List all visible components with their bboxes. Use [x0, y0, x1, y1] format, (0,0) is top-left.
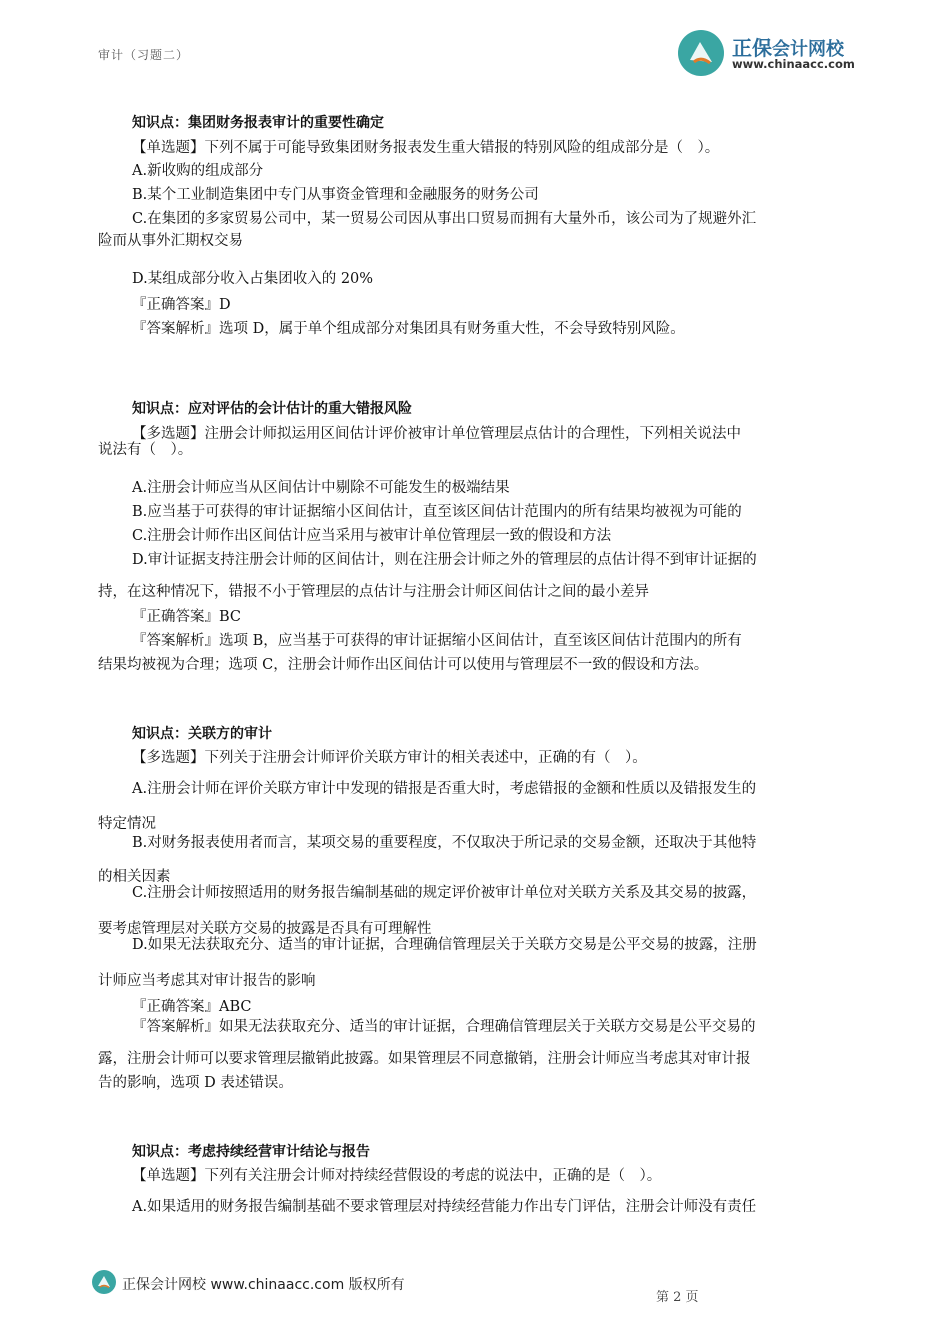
brand-logo[interactable]: [678, 30, 878, 76]
option-b-line2: 的相关因素: [98, 869, 171, 885]
option-b-line1: B.对财务报表使用者而言，某项交易的重要程度，不仅取决于所记录的交易金额，还取决于其他特: [132, 835, 757, 851]
answer-analysis-line1: 『答案解析』如果无法获取充分、适当的审计证据，合理确信管理层关于关联方交易是公平交易的: [132, 1019, 756, 1035]
header-fragment: 审计（习题二）: [98, 48, 190, 62]
footer-logo-icon: [92, 1270, 116, 1294]
option-c: C.注册会计师作出区间估计应当采用与被审计单位管理层一致的假设和方法: [132, 528, 612, 544]
option-b: B.某个工业制造集团中专门从事资金管理和金融服务的财务公司: [132, 187, 539, 203]
section-heading: 知识点：考虑持续经营审计结论与报告: [132, 1144, 370, 1160]
correct-answer: 『正确答案』ABC: [132, 999, 252, 1015]
option-d-line1: D.审计证据支持注册会计师的区间估计，则在注册会计师之外的管理层的点估计得不到审计证据的: [132, 552, 757, 568]
section-heading: 知识点：关联方的审计: [132, 726, 272, 742]
answer-analysis-line3: 告的影响，选项 D 表述错误。: [98, 1075, 293, 1091]
option-a-line1: A.注册会计师在评价关联方审计中发现的错报是否重大时，考虑错报的金额和性质以及错报发生的: [132, 781, 757, 797]
option-a-line2: 特定情况: [98, 816, 156, 832]
question-line1: 【多选题】注册会计师拟运用区间估计评价被审计单位管理层点估计的合理性，下列相关说法中: [132, 426, 741, 442]
option-a: A.新收购的组成部分: [132, 163, 264, 179]
footer: [92, 1270, 512, 1296]
question-line2: 说法有（ ）。: [98, 442, 193, 458]
option-c-line1: C.注册会计师按照适用的财务报告编制基础的规定评价被审计单位对关联方关系及其交易的披露，: [132, 885, 757, 901]
option-a-line1: A.如果适用的财务报告编制基础不要求管理层对持续经营能力作出专门评估，注册会计师没有责任: [132, 1199, 757, 1215]
option-d-line2: 持，在这种情况下，错报不小于管理层的点估计与注册会计师区间估计之间的最小差异: [98, 584, 649, 600]
logo-emblem-icon: [678, 30, 724, 76]
option-b: B.应当基于可获得的审计证据缩小区间估计，直至该区间估计范围内的所有结果均被视为可能的: [132, 504, 742, 520]
answer-analysis-line2: 结果均被视为合理；选项 C，注册会计师作出区间估计可以使用与管理层不一致的假设和方法。: [98, 657, 709, 673]
answer-analysis-line1: 『答案解析』选项 B，应当基于可获得的审计证据缩小区间估计，直至该区间估计范围内的所有: [132, 633, 742, 649]
option-d-line1: D.如果无法获取充分、适当的审计证据，合理确信管理层关于关联方交易是公平交易的披露，注册: [132, 937, 757, 953]
section-heading: 知识点：集团财务报表审计的重要性确定: [132, 115, 384, 131]
correct-answer: 『正确答案』D: [132, 297, 231, 313]
option-d: D.某组成部分收入占集团收入的 20%: [132, 271, 374, 287]
footer-copyright: 正保会计网校 www.chinaacc.com 版权所有: [122, 1277, 405, 1293]
section-heading: 知识点：应对评估的会计估计的重大错报风险: [132, 401, 412, 417]
correct-answer: 『正确答案』BC: [132, 609, 242, 625]
question-text: 【单选题】下列不属于可能导致集团财务报表发生重大错报的特别风险的组成部分是（ ）。: [132, 140, 720, 156]
logo-name: 正保会计网校: [732, 36, 844, 60]
page-number: 第 2 页: [656, 1290, 699, 1305]
option-c-line2: 要考虑管理层对关联方交易的披露是否具有可理解性: [98, 921, 432, 937]
question-text: 【单选题】下列有关注册会计师对持续经营假设的考虑的说法中，正确的是（ ）。: [132, 1168, 662, 1184]
question-text: 【多选题】下列关于注册会计师评价关联方审计的相关表述中，正确的有（ ）。: [132, 750, 647, 766]
option-c-line2: 险而从事外汇期权交易: [98, 233, 243, 249]
option-c-line1: C.在集团的多家贸易公司中，某一贸易公司因从事出口贸易而拥有大量外币，该公司为了规避外汇: [132, 211, 757, 227]
logo-url: www.chinaacc.com: [732, 57, 855, 71]
option-d-line2: 计师应当考虑其对审计报告的影响: [98, 973, 316, 989]
answer-analysis-line1: 『答案解析』选项 D，属于单个组成部分对集团具有财务重大性，不会导致特别风险。: [132, 321, 685, 337]
answer-analysis-line2: 露，注册会计师可以要求管理层撤销此披露。如果管理层不同意撤销，注册会计师应当考虑其对审计报: [98, 1051, 751, 1067]
option-a: A.注册会计师应当从区间估计中剔除不可能发生的极端结果: [132, 480, 510, 496]
